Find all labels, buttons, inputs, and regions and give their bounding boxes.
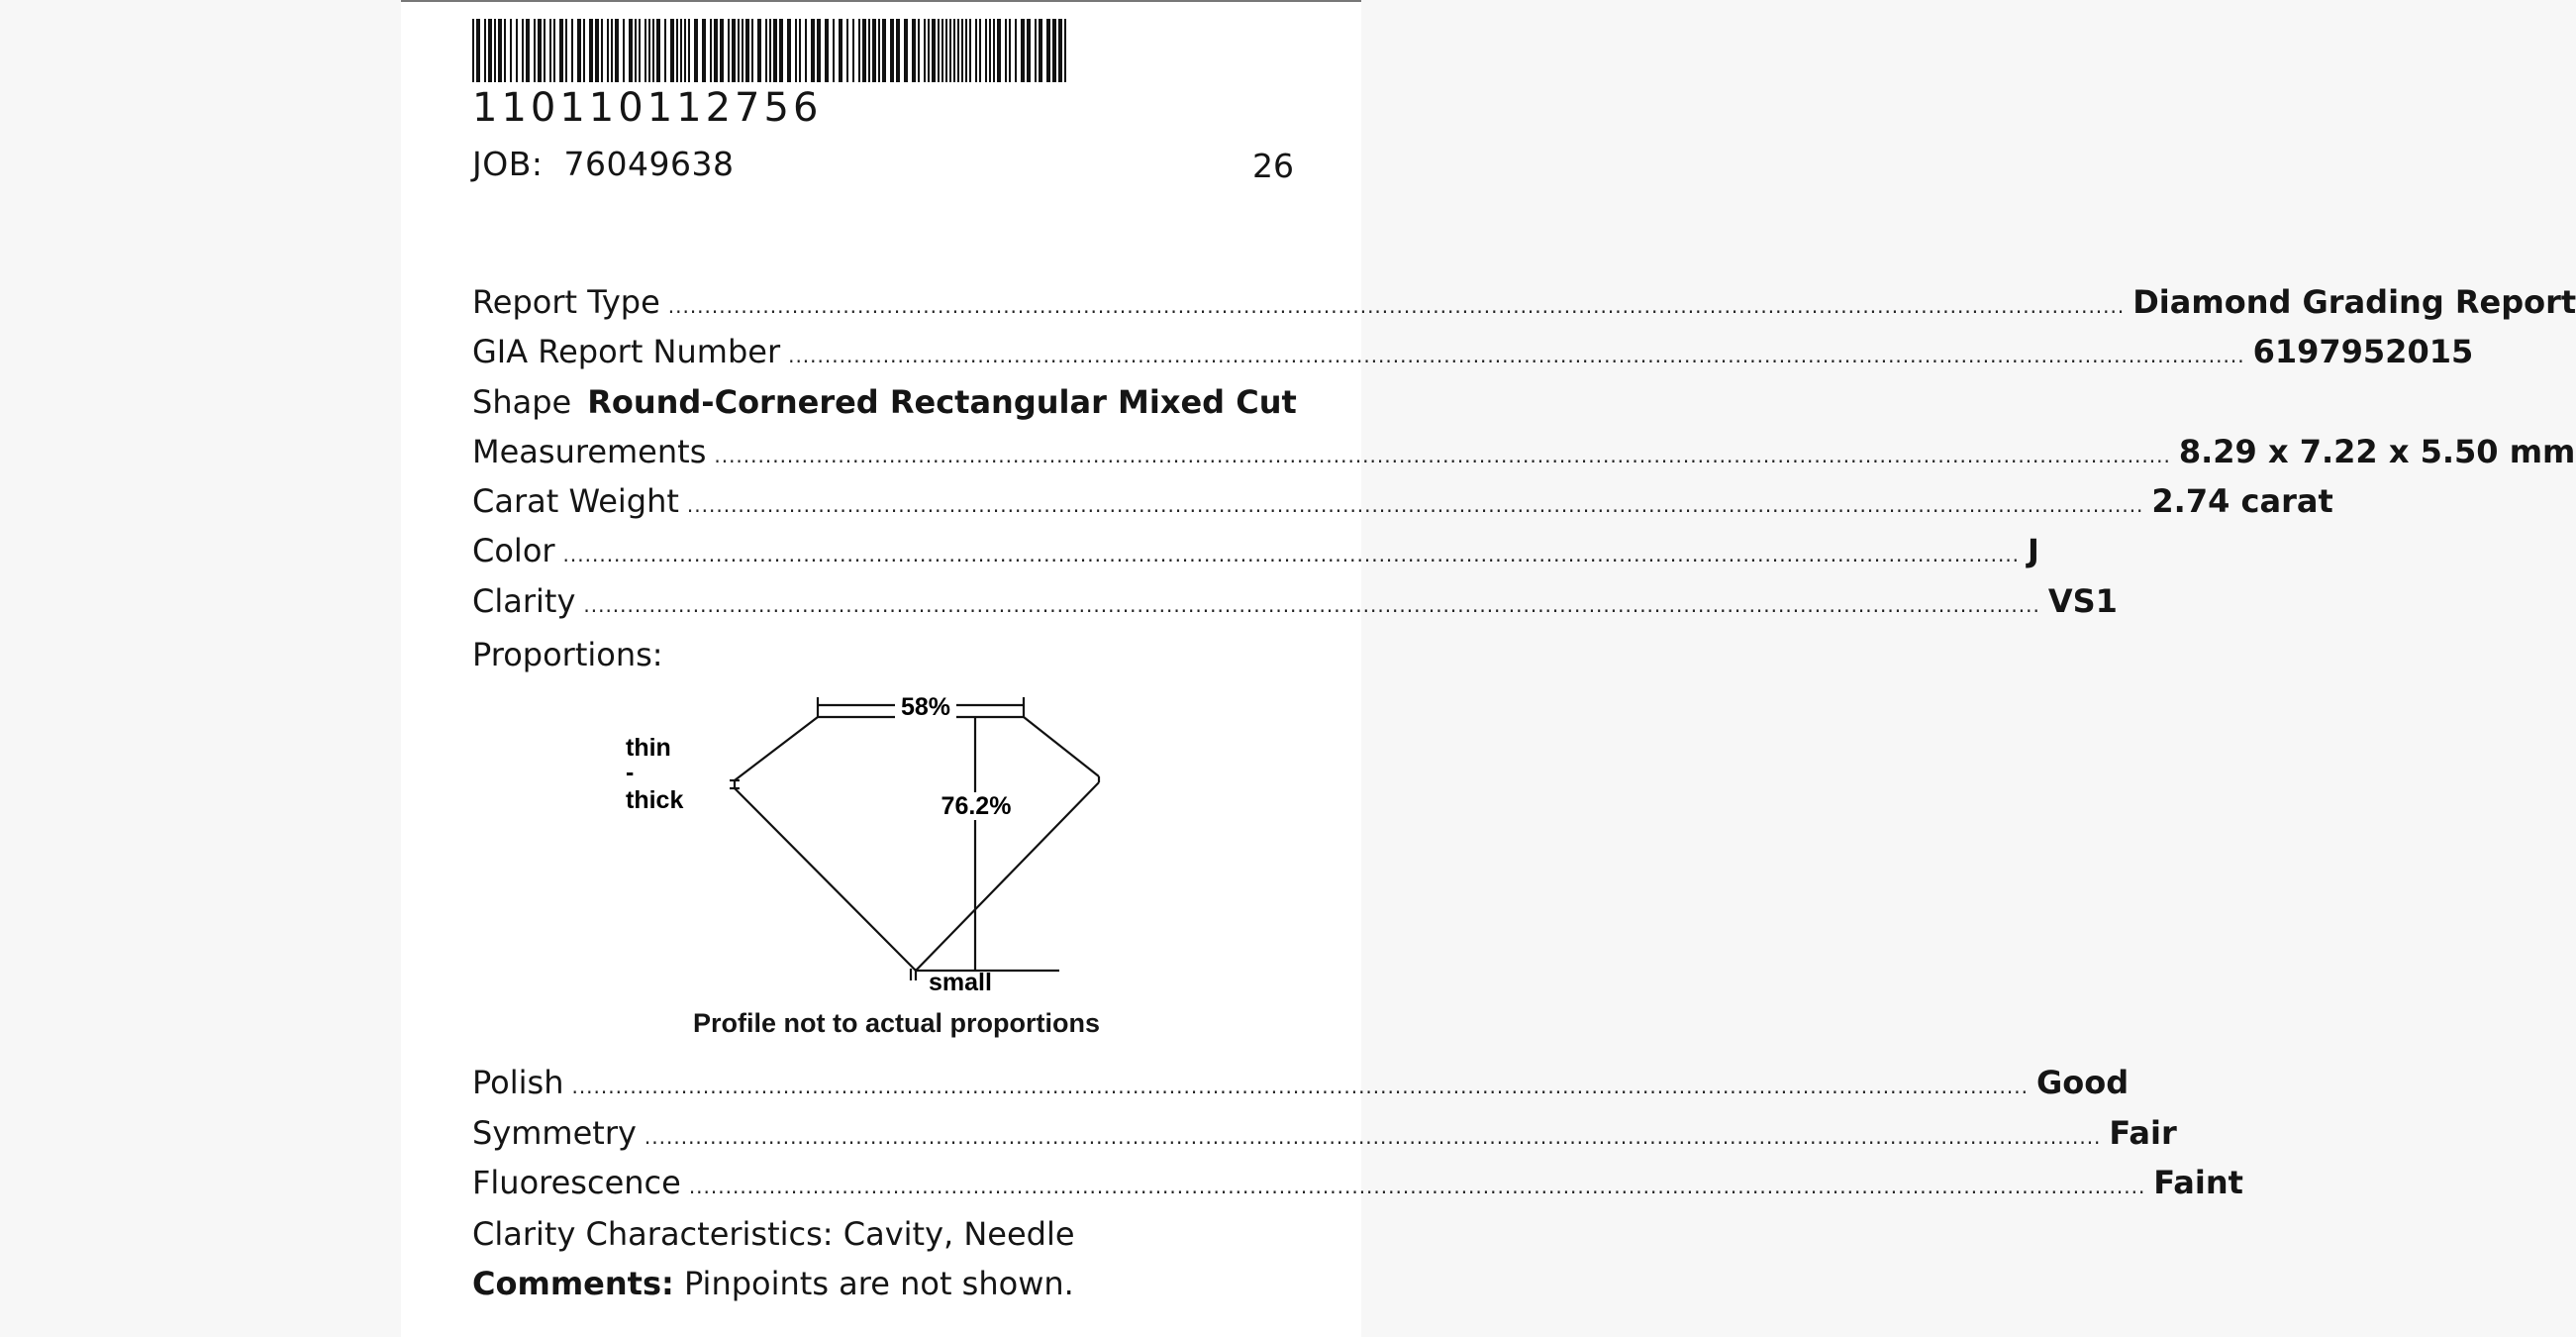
barcode-bar [961,19,963,82]
barcode-bar [656,19,660,82]
barcode-bar [975,19,977,82]
field-label: Shape [472,383,572,421]
barcode-bar [544,19,545,82]
field-shape [472,383,1297,427]
crown-right [1024,717,1099,776]
table-percent: 58% [900,693,951,721]
depth-percent: 76.2% [941,792,1012,820]
field-polish [472,1064,2130,1107]
barcode-bar [710,19,712,82]
barcode-bar [595,19,599,82]
field-measurements [472,433,2576,476]
barcode-bar [611,19,613,82]
field-value: 6197952015 [2252,333,2474,370]
barcode-bar [957,19,959,82]
barcode-bar [577,19,581,82]
girdle-thick-label: thick [626,786,684,814]
field-value: VS1 [2047,582,2118,620]
barcode-bar [472,19,474,82]
barcode-bar [1009,19,1011,82]
field-label: GIA Report Number [472,333,781,370]
field-report-number [472,333,2474,376]
barcode-bar [938,19,940,82]
pavilion-left [735,788,916,971]
barcode-bar [745,19,749,82]
dot-leader: ........................................................................................................................................................................................................ [562,543,2021,566]
barcode-bar [945,19,947,82]
barcode-bar [817,19,821,82]
comments-label: Comments: [472,1265,674,1302]
barcode-bar [912,19,916,82]
field-label: Fluorescence [472,1164,681,1201]
dot-leader: ........................................................................................................................................................................................................ [571,1075,2029,1098]
field-label: Polish [472,1064,564,1101]
barcode-bar [732,19,736,82]
barcode-bar [924,19,926,82]
field-color [472,532,2039,575]
barcode-bar [484,19,486,82]
field-label: Carat Weight [472,482,679,520]
barcode-bar [553,19,555,82]
barcode-bar [799,19,801,82]
barcode-bar [839,19,842,82]
field-value: Faint [2153,1164,2243,1201]
barcode-bar [607,19,609,82]
field-label: Symmetry [472,1114,637,1152]
barcode-bar [805,19,807,82]
field-value: 2.74 carat [2151,482,2333,520]
barcode-bar [833,19,835,82]
barcode-bar [694,19,698,82]
proportions-diagram [614,693,1109,996]
barcode-bar [538,19,542,82]
barcode-bar [779,19,783,82]
barcode-bar [773,19,777,82]
barcode-bar [993,19,995,82]
field-value: Fair [2109,1114,2177,1152]
barcode-bar [862,19,866,82]
barcode-bar [559,19,563,82]
barcode-bar [1021,19,1025,82]
barcode-bar [510,19,512,82]
barcode-bar [787,19,791,82]
comments-value: Pinpoints are not shown. [673,1265,1074,1302]
field-label: Report Type [472,283,660,321]
barcode-bar [890,19,894,82]
field-value: 8.29 x 7.22 x 5.50 mm [2178,433,2576,470]
field-value: Round-Cornered Rectangular Mixed Cut [587,383,1297,421]
barcode-bar [652,19,654,82]
barcode-bar [549,19,551,82]
barcode-bar [872,19,876,82]
barcode-bar [1005,19,1007,82]
barcode-bar [1058,19,1062,82]
barcode-bar [1039,19,1042,82]
barcode-bar [476,19,480,82]
barcode-bar [928,19,930,82]
barcode-bar [882,19,886,82]
field-fluorescence [472,1164,2243,1207]
barcode-bar [498,19,502,82]
barcode-bar [738,19,740,82]
barcode-bar [811,19,815,82]
barcode-bar [488,19,492,82]
barcode-bar [868,19,870,82]
barcode-bar [918,19,920,82]
barcode-bar [878,19,880,82]
barcode [472,19,1074,82]
barcode-bar [1035,19,1037,82]
job-label: JOB: [472,145,544,183]
barcode-bar [534,19,536,82]
barcode-bar [702,19,706,82]
barcode-bar [769,19,771,82]
dot-leader: ........................................................................................................................................................................................................ [644,1125,2102,1149]
dot-leader: ........................................................................................................................................................................................................ [788,344,2245,367]
barcode-bar [965,19,967,82]
barcode-bar [795,19,797,82]
field-label: Clarity [472,582,576,620]
barcode-bar [989,19,991,82]
barcode-bar [904,19,908,82]
field-value: Good [2035,1064,2130,1101]
barcode-bar [504,19,506,82]
barcode-bar [1015,19,1017,82]
barcode-bar [757,19,761,82]
job-line [472,145,734,183]
barcode-bar [639,19,641,82]
barcode-bar [684,19,686,82]
clarity-characteristics: Clarity Characteristics: Cavity, Needle [472,1215,1075,1253]
barcode-bar [589,19,593,82]
barcode-bar [997,19,1001,82]
barcode-bar [601,19,603,82]
culet-label: small [929,969,992,996]
barcode-bar [896,19,900,82]
barcode-bar [969,19,971,82]
job-value: 76049638 [563,145,735,183]
field-label: Color [472,532,555,569]
barcode-bar [846,19,848,82]
girdle-thin-label: thin [626,734,671,762]
barcode-bar [494,19,496,82]
girdle-dash-label: - [626,759,635,786]
dot-leader: ........................................................................................................................................................................................................ [583,593,2040,617]
barcode-bar [1046,19,1050,82]
barcode-bar [565,19,567,82]
crown-left [735,717,818,780]
comments [472,1265,1074,1302]
diagram-caption: Profile not to actual proportions [693,1008,1100,1038]
barcode-bar [670,19,674,82]
barcode-bar [516,19,518,82]
field-value: J [2028,532,2039,569]
barcode-number: 110110112756 [472,85,823,131]
barcode-bar [1027,19,1031,82]
barcode-bar [648,19,650,82]
field-carat-weight [472,482,2333,526]
barcode-bar [623,19,625,82]
barcode-bar [571,19,573,82]
top-rule [401,0,1361,2]
barcode-bar [676,19,678,82]
dot-leader: ........................................................................................................................................................................................................ [688,1175,2146,1198]
field-label: Measurements [472,433,707,470]
barcode-bar [664,19,666,82]
barcode-bar [720,19,724,82]
barcode-bar [583,19,585,82]
barcode-bar [953,19,955,82]
page-number: 26 [1252,147,1294,185]
barcode-bar [522,19,524,82]
barcode-bar [979,19,981,82]
barcode-bar [858,19,860,82]
barcode-bar [949,19,951,82]
barcode-bar [1052,19,1056,82]
barcode-bar [742,19,743,82]
field-report-type [472,283,2576,327]
barcode-bar [644,19,646,82]
barcode-bar [941,19,943,82]
field-symmetry [472,1114,2177,1158]
barcode-bar [985,19,987,82]
barcode-bar [751,19,753,82]
proportions-heading: Proportions: [472,636,663,673]
barcode-bar [629,19,633,82]
dot-leader: ........................................................................................................................................................................................................ [667,294,2126,318]
barcode-bar [615,19,619,82]
barcode-bar [825,19,829,82]
dot-leader: ........................................................................................................................................................................................................ [686,493,2144,517]
barcode-bar [635,19,637,82]
barcode-bar [728,19,730,82]
barcode-bar [852,19,854,82]
barcode-bar [688,19,690,82]
barcode-bar [680,19,682,82]
field-clarity [472,582,2118,626]
barcode-bar [1064,19,1066,82]
barcode-bar [714,19,718,82]
field-value: Diamond Grading Report [2132,283,2576,321]
dot-leader: ........................................................................................................................................................................................................ [714,444,2171,467]
barcode-bar [526,19,530,82]
barcode-bar [765,19,767,82]
barcode-bar [932,19,936,82]
